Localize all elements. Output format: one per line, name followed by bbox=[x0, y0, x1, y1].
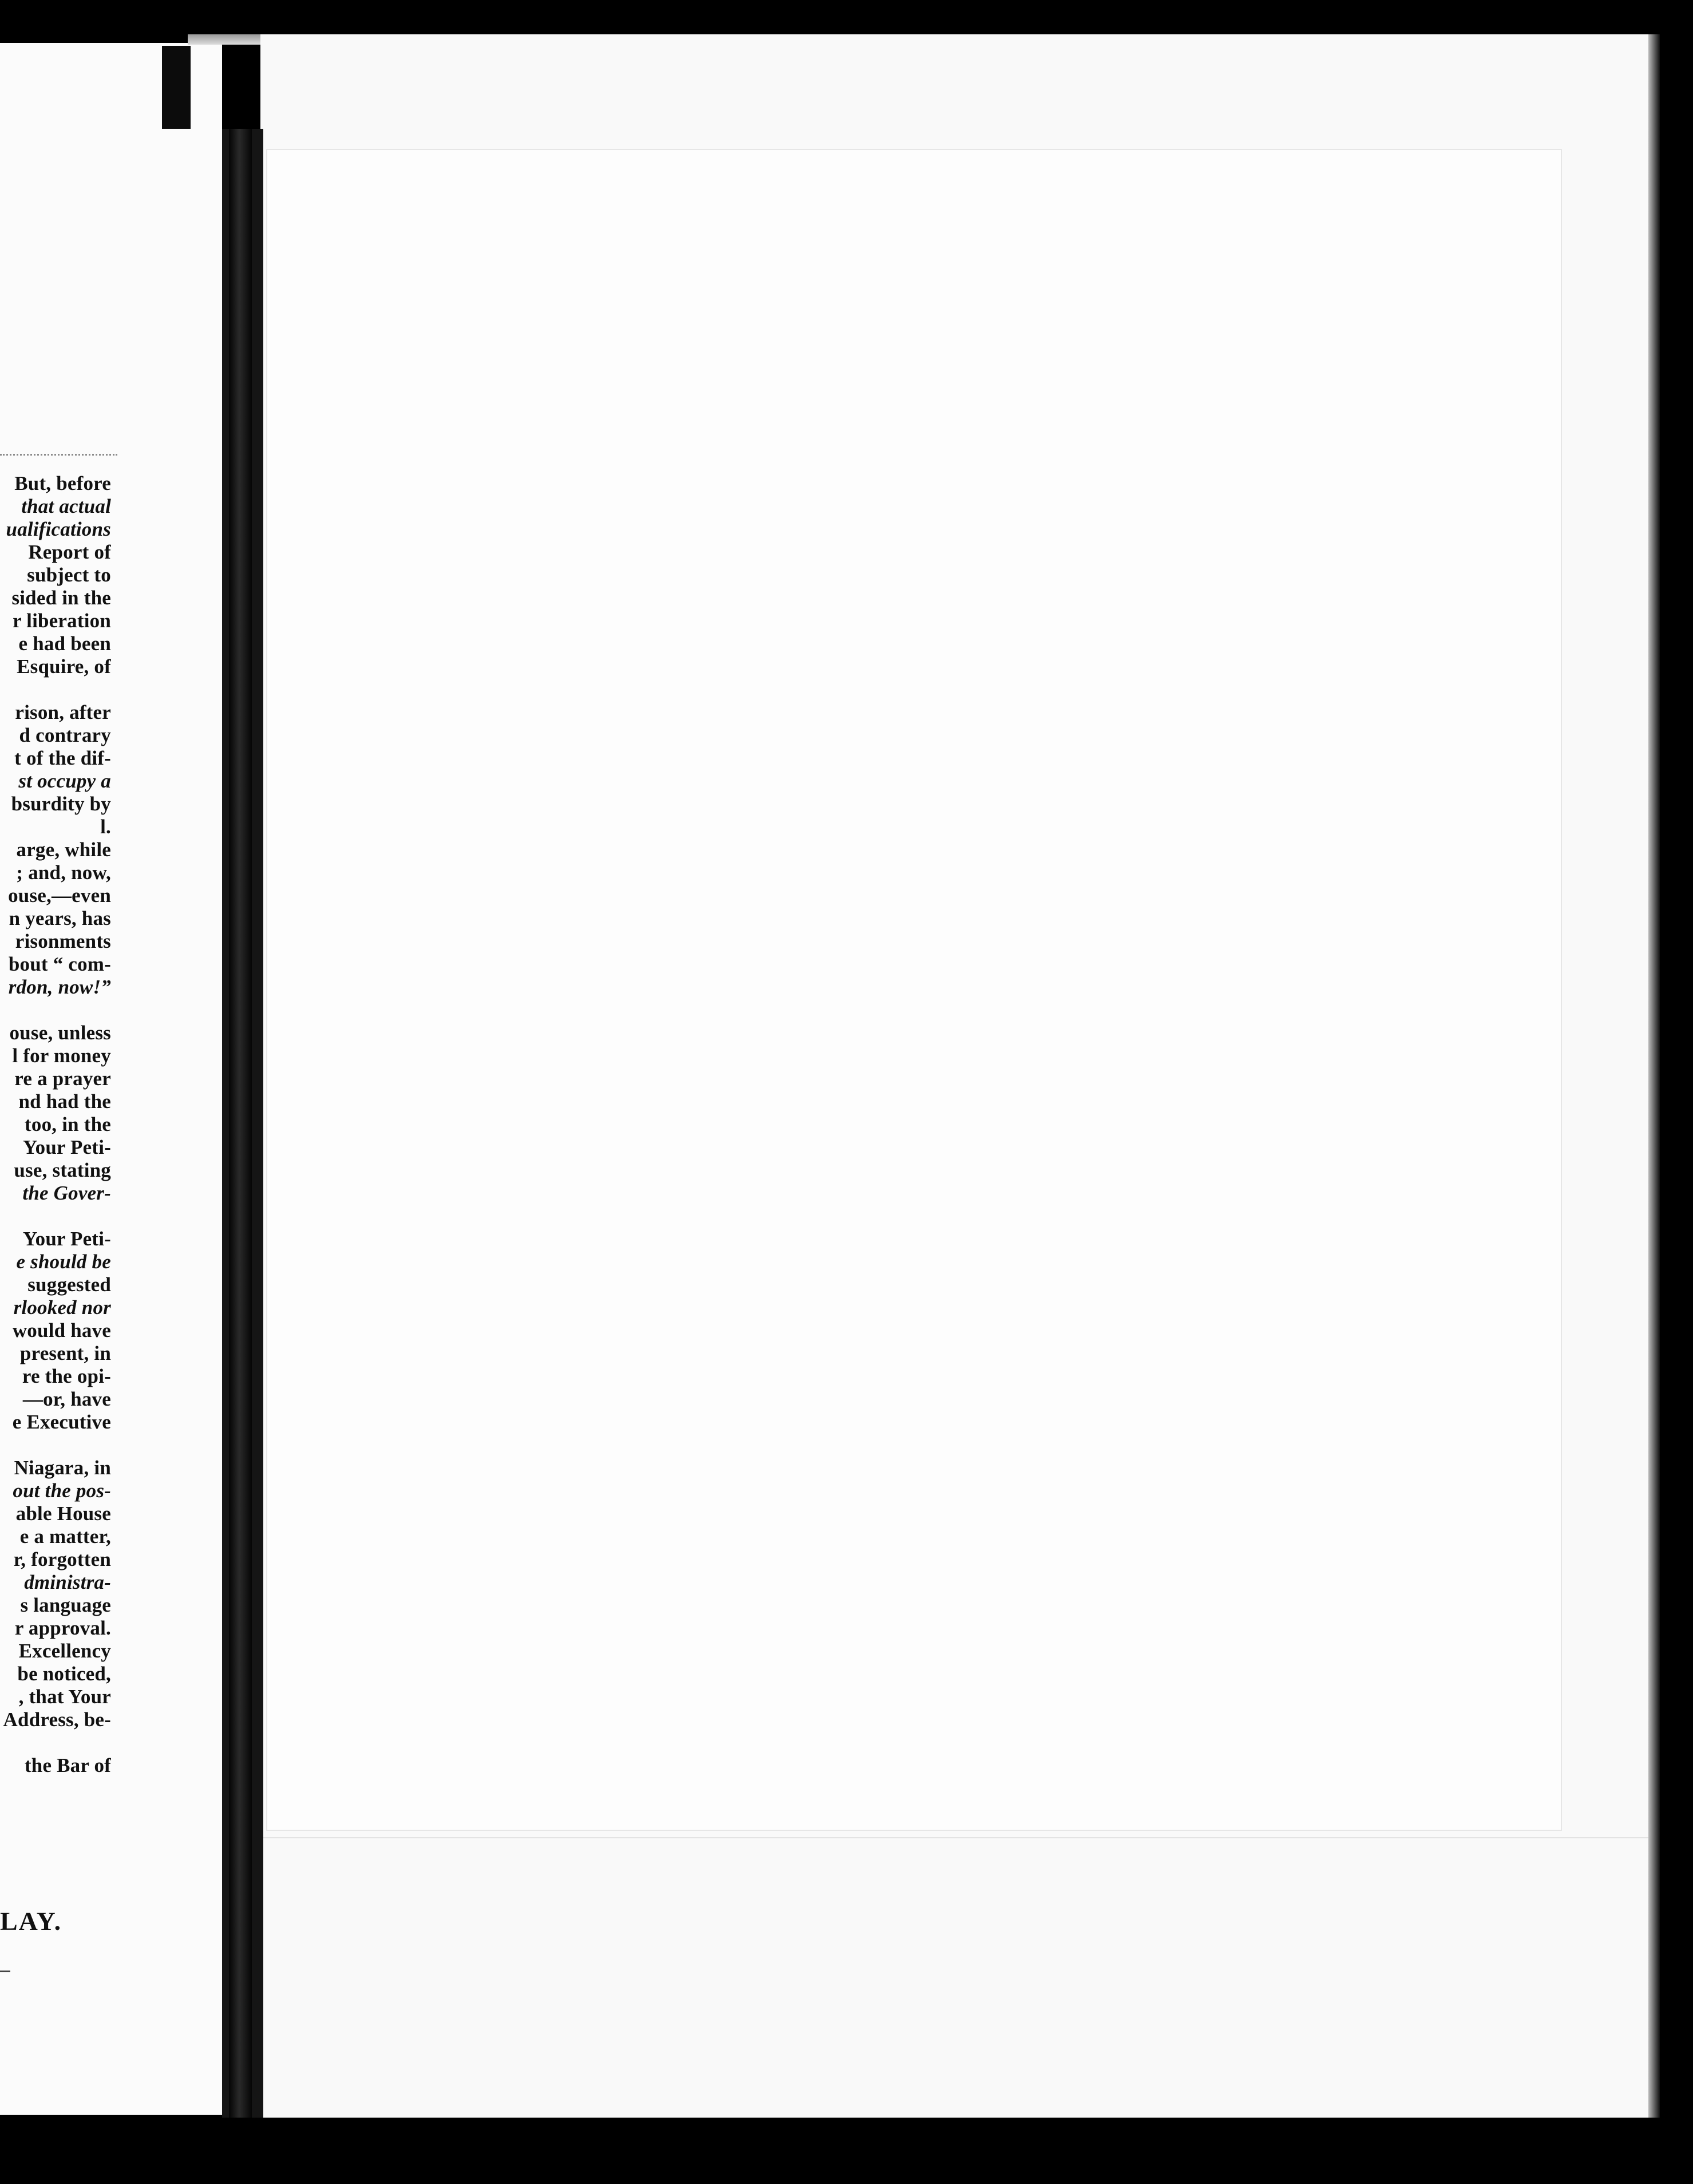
text-line: suggested bbox=[27, 1273, 111, 1296]
blank-sheet bbox=[266, 149, 1562, 1831]
text-line: n years, has bbox=[9, 907, 111, 929]
text-line: r approval. bbox=[14, 1617, 111, 1639]
text-line: out the pos- bbox=[13, 1479, 111, 1502]
text-line: re a prayer bbox=[14, 1067, 111, 1090]
text-line: Your Peti- bbox=[23, 1136, 111, 1158]
page-tab-marker bbox=[162, 46, 191, 129]
text-line: r, forgotten bbox=[13, 1548, 111, 1570]
text-line: the Gover- bbox=[22, 1182, 111, 1204]
section-rule bbox=[0, 454, 117, 456]
text-line: be noticed, bbox=[17, 1663, 111, 1685]
text-line: Address, be- bbox=[3, 1708, 111, 1731]
text-line: e Executive bbox=[12, 1411, 111, 1433]
text-line: dministra- bbox=[24, 1571, 111, 1593]
text-line: r liberation bbox=[13, 610, 111, 632]
text-line: ouse,—even bbox=[8, 884, 111, 907]
text-line: t of the dif- bbox=[14, 747, 111, 769]
text-line: ; and, now, bbox=[16, 861, 111, 884]
text-line: that actual bbox=[21, 495, 111, 517]
text-line: present, in bbox=[19, 1342, 111, 1364]
text-line: Report of bbox=[28, 541, 111, 563]
text-line: subject to bbox=[27, 564, 111, 586]
text-line: arge, while bbox=[16, 838, 111, 861]
text-line: sided in the bbox=[11, 587, 111, 609]
text-line: too, in the bbox=[25, 1113, 111, 1135]
text-line: risonments bbox=[15, 930, 111, 952]
text-line: , that Your bbox=[18, 1686, 111, 1708]
text-line: would have bbox=[12, 1319, 111, 1342]
text-line: bsurdity by bbox=[11, 793, 111, 815]
text-line: ouse, unless bbox=[9, 1022, 111, 1044]
text-line: st occupy a bbox=[18, 770, 111, 792]
text-line: Niagara, in bbox=[14, 1457, 111, 1479]
text-line: e should be bbox=[16, 1251, 111, 1273]
text-line: d contrary bbox=[19, 724, 111, 746]
petition-text-column bbox=[0, 472, 111, 2017]
text-line: e had been bbox=[18, 632, 111, 655]
text-line: re the opi- bbox=[22, 1365, 111, 1387]
text-line: l. bbox=[100, 816, 111, 838]
page-right-edge bbox=[1648, 34, 1660, 2118]
signature-fragment: LAY. bbox=[0, 1906, 62, 1936]
text-line: —or, have bbox=[22, 1388, 111, 1410]
text-line: rdon, now!” bbox=[8, 976, 111, 998]
text-line: rlooked nor bbox=[13, 1296, 111, 1319]
sheet-bottom-edge bbox=[260, 1837, 1648, 1838]
text-line: rison, after bbox=[15, 701, 111, 723]
text-line: Excellency bbox=[18, 1640, 111, 1662]
signature-rule bbox=[0, 1971, 10, 1972]
text-line: Your Peti- bbox=[23, 1228, 111, 1250]
binding-shadow bbox=[229, 129, 252, 2118]
left-page bbox=[0, 43, 222, 2115]
text-line: bout “ com- bbox=[8, 953, 111, 975]
text-line: Esquire, of bbox=[17, 655, 111, 678]
text-line: nd had the bbox=[18, 1090, 111, 1113]
text-line: ualifications bbox=[6, 518, 111, 540]
text-line: But, before bbox=[14, 472, 111, 494]
text-line: use, stating bbox=[14, 1159, 111, 1181]
text-line: the Bar of bbox=[24, 1754, 111, 1777]
text-line: l for money bbox=[12, 1044, 111, 1067]
right-page-blank bbox=[260, 34, 1648, 2118]
text-line: e a matter, bbox=[19, 1525, 111, 1548]
text-line: s language bbox=[20, 1594, 111, 1616]
text-line: able House bbox=[15, 1502, 111, 1525]
